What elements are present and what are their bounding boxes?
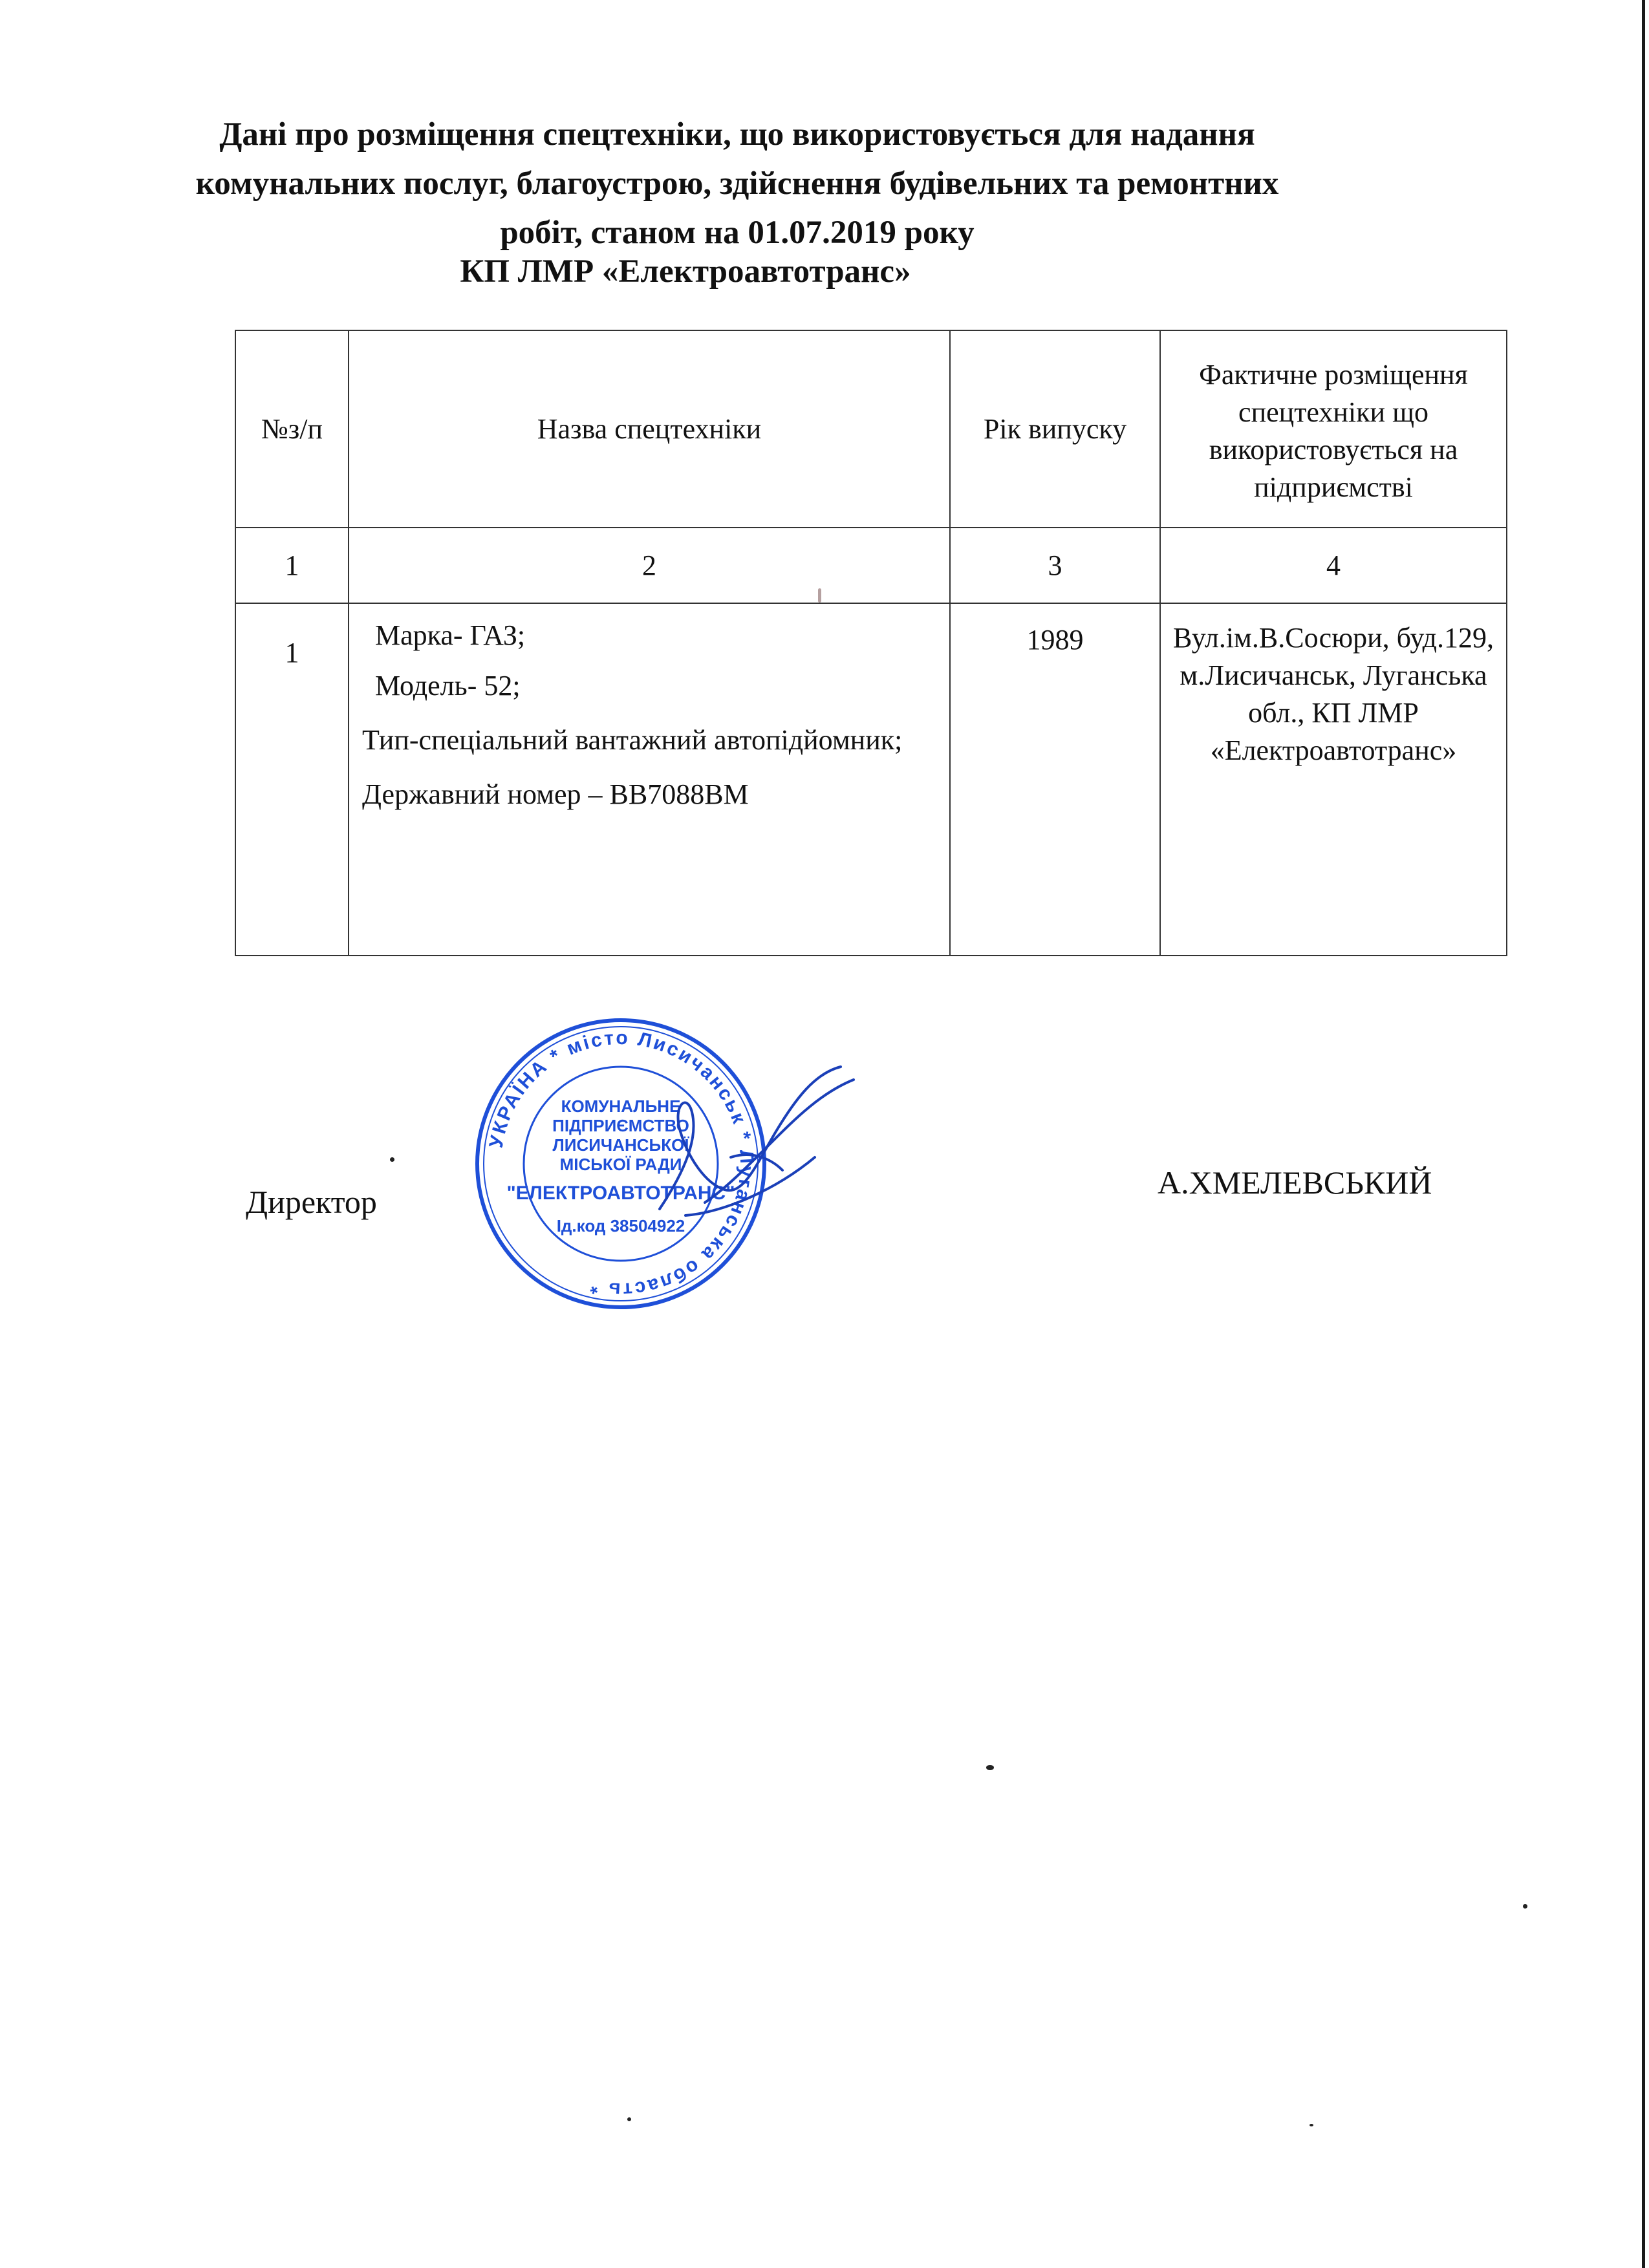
stamp-code: Ід.код 38504922 xyxy=(556,1216,685,1236)
header-year: Рік випуску xyxy=(950,330,1160,528)
equipment-table xyxy=(235,330,1507,956)
header-num: №з/п xyxy=(235,330,349,528)
signatory-position: Директор xyxy=(246,1184,377,1220)
stamp-line: ПІДПРИЄМСТВО xyxy=(552,1116,689,1135)
document-title: Дані про розміщення спецтехніки, що використовується для надання комунальних послуг, благоустрою, здійснення будівельних та ремонтних робіт, станом на 01.07.2019 року xyxy=(195,116,1279,251)
scan-speck xyxy=(818,588,821,603)
stamp-ring-text: УКРАЇНА * місто Лисичанськ * Луганська область * xyxy=(485,1027,758,1301)
row-location: Вул.ім.В.Сосюри, буд.129, м.Лисичанськ, Луганська обл., КП ЛМР «Електроавтотранс» xyxy=(1160,603,1507,956)
stamp-line: МІСЬКОЇ РАДИ xyxy=(559,1155,682,1174)
handwritten-signature xyxy=(647,1060,879,1228)
scan-speck xyxy=(390,1157,394,1162)
stamp-line: ЛИСИЧАНСЬКОЇ xyxy=(552,1135,689,1155)
scan-edge xyxy=(1642,0,1645,2268)
row-num: 1 xyxy=(235,603,349,956)
stamp-line: КОМУНАЛЬНЕ xyxy=(561,1097,681,1116)
column-numbers-row xyxy=(235,528,1507,603)
table-row xyxy=(235,603,1507,956)
header-name: Назва спецтехніки xyxy=(349,330,950,528)
scan-speck xyxy=(986,1765,994,1770)
vehicle-type: Тип-спеціальний вантажний автопідйомник; xyxy=(362,724,903,756)
column-number: 3 xyxy=(950,528,1160,603)
row-year: 1989 xyxy=(950,603,1160,956)
vehicle-plate: Державний номер – ВВ7088ВМ xyxy=(362,778,749,810)
column-number: 4 xyxy=(1160,528,1507,603)
document-subtitle: КП ЛМР «Електроавтотранс» xyxy=(460,253,911,290)
scan-speck xyxy=(1310,2124,1313,2126)
table-header-row xyxy=(235,330,1507,528)
row-name xyxy=(349,603,950,956)
vehicle-model: Модель- 52; xyxy=(375,670,521,701)
column-number: 1 xyxy=(235,528,349,603)
scan-speck xyxy=(627,2117,631,2121)
column-number: 2 xyxy=(349,528,950,603)
vehicle-brand: Марка- ГАЗ; xyxy=(375,619,526,651)
scan-speck xyxy=(1523,1904,1527,1909)
signatory-name: А.ХМЕЛЕВСЬКИЙ xyxy=(1158,1164,1432,1201)
stamp-org-name: "ЕЛЕКТРОАВТОТРАНС" xyxy=(506,1182,735,1204)
header-location: Фактичне розміщення спецтехніки що використовується на підприємстві xyxy=(1160,330,1507,528)
